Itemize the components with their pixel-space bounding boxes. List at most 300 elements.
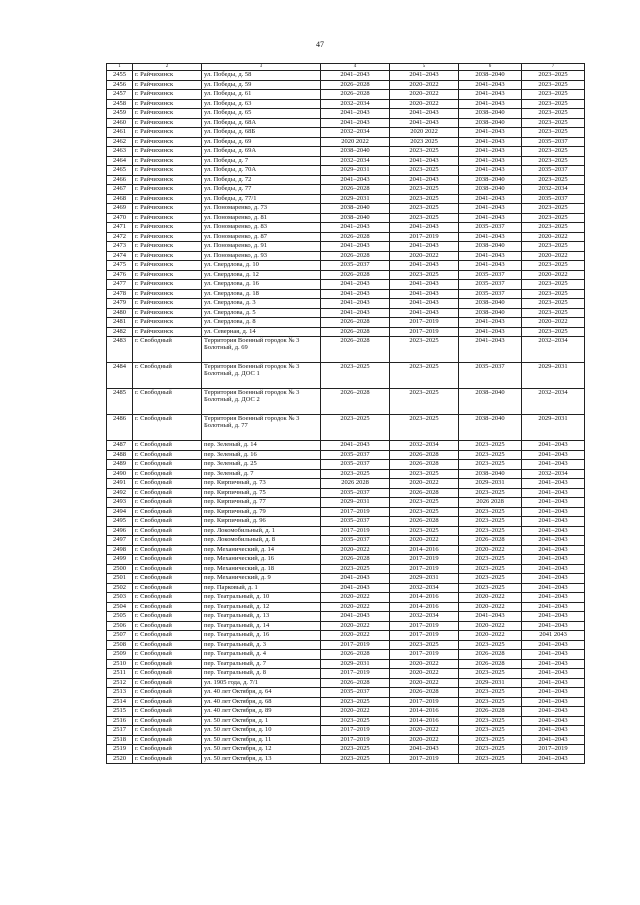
period-col-7-cell: 2020–2022 [522, 232, 585, 242]
settlement-cell: г. Свободный [133, 621, 202, 631]
register-table [106, 63, 585, 764]
period-col-6-cell: 2035–2037 [459, 363, 522, 389]
period-col-5-cell: 2020–2022 [390, 726, 459, 736]
settlement-cell: г. Свободный [133, 450, 202, 460]
period-col-7-cell: 2041–2043 [522, 621, 585, 631]
row-number-cell: 2511 [107, 669, 133, 679]
period-col-6-cell: 2020–2022 [459, 545, 522, 555]
period-col-4-cell: 2041–2043 [321, 441, 390, 451]
period-col-4-cell: 2035–2037 [321, 517, 390, 527]
period-col-4-cell: 2035–2037 [321, 688, 390, 698]
settlement-cell: г. Райчихинск [133, 118, 202, 128]
table-row [107, 545, 585, 555]
column-number-header: 6 [459, 64, 522, 71]
period-col-5-cell: 2041–2043 [390, 289, 459, 299]
period-col-5-cell: 2023–2025 [390, 204, 459, 214]
settlement-cell: г. Свободный [133, 678, 202, 688]
table-row [107, 99, 585, 109]
settlement-cell: г. Свободный [133, 688, 202, 698]
table-row [107, 80, 585, 90]
table-row [107, 650, 585, 660]
table-row [107, 716, 585, 726]
address-cell: ул. 50 лет Октября, д. 12 [202, 745, 321, 755]
period-col-7-cell: 2023–2025 [522, 280, 585, 290]
address-cell: ул. Победы, д. 70А [202, 166, 321, 176]
period-col-4-cell: 2023–2025 [321, 745, 390, 755]
period-col-7-cell: 2032–2034 [522, 185, 585, 195]
settlement-cell: г. Райчихинск [133, 280, 202, 290]
address-cell: ул. Победы, д. 68Б [202, 128, 321, 138]
table-row [107, 118, 585, 128]
period-col-7-cell: 2035–2037 [522, 166, 585, 176]
period-col-4-cell: 2041–2043 [321, 175, 390, 185]
row-number-cell: 2497 [107, 536, 133, 546]
settlement-cell: г. Свободный [133, 754, 202, 764]
settlement-cell: г. Свободный [133, 735, 202, 745]
period-col-6-cell: 2023–2025 [459, 640, 522, 650]
row-number-cell: 2505 [107, 612, 133, 622]
table-row [107, 194, 585, 204]
period-col-4-cell: 2041–2043 [321, 223, 390, 233]
period-col-5-cell: 2020–2022 [390, 80, 459, 90]
period-col-6-cell: 2023–2025 [459, 526, 522, 536]
period-col-4-cell: 2026–2028 [321, 185, 390, 195]
row-number-cell: 2510 [107, 659, 133, 669]
row-number-cell: 2472 [107, 232, 133, 242]
period-col-6-cell: 2023–2025 [459, 460, 522, 470]
period-col-6-cell: 2023–2025 [459, 583, 522, 593]
period-col-7-cell: 2023–2025 [522, 109, 585, 119]
period-col-7-cell: 2041–2043 [522, 460, 585, 470]
row-number-cell: 2485 [107, 389, 133, 415]
period-col-6-cell: 2023–2025 [459, 716, 522, 726]
table-row [107, 261, 585, 271]
period-col-6-cell: 2041–2043 [459, 318, 522, 328]
period-col-7-cell: 2041–2043 [522, 612, 585, 622]
period-col-5-cell: 2032–2034 [390, 441, 459, 451]
period-col-5-cell: 2041–2043 [390, 745, 459, 755]
period-col-5-cell: 2041–2043 [390, 118, 459, 128]
table-row [107, 363, 585, 389]
settlement-cell: г. Райчихинск [133, 175, 202, 185]
period-col-5-cell: 2041–2043 [390, 223, 459, 233]
address-cell: ул. Свердлова, д. 10 [202, 261, 321, 271]
settlement-cell: г. Свободный [133, 650, 202, 660]
period-col-4-cell: 2026–2028 [321, 327, 390, 337]
period-col-4-cell: 2029–2031 [321, 166, 390, 176]
period-col-6-cell: 2023–2025 [459, 726, 522, 736]
row-number-cell: 2494 [107, 507, 133, 517]
address-cell: ул. 40 лет Октября, д. 64 [202, 688, 321, 698]
period-col-6-cell: 2041–2043 [459, 156, 522, 166]
settlement-cell: г. Райчихинск [133, 204, 202, 214]
period-col-5-cell: 2041–2043 [390, 308, 459, 318]
period-col-5-cell: 2017–2019 [390, 650, 459, 660]
address-cell: ул. Победы, д. 72 [202, 175, 321, 185]
period-col-7-cell: 2023–2025 [522, 223, 585, 233]
period-col-7-cell: 2035–2037 [522, 194, 585, 204]
period-col-4-cell: 2023–2025 [321, 564, 390, 574]
settlement-cell: г. Райчихинск [133, 109, 202, 119]
address-cell: ул. Пономаренко, д. 87 [202, 232, 321, 242]
table-row [107, 204, 585, 214]
row-number-cell: 2457 [107, 90, 133, 100]
period-col-6-cell: 2023–2025 [459, 697, 522, 707]
address-cell: ул. Победы, д. 7 [202, 156, 321, 166]
period-col-6-cell: 2023–2025 [459, 754, 522, 764]
period-col-7-cell: 2041–2043 [522, 669, 585, 679]
row-number-cell: 2464 [107, 156, 133, 166]
period-col-5-cell: 2017–2019 [390, 631, 459, 641]
period-col-6-cell: 2035–2037 [459, 280, 522, 290]
row-number-cell: 2499 [107, 555, 133, 565]
period-col-5-cell: 2023–2025 [390, 507, 459, 517]
row-number-cell: 2475 [107, 261, 133, 271]
period-col-6-cell: 2023–2025 [459, 745, 522, 755]
period-col-7-cell: 2029–2031 [522, 415, 585, 441]
table-row [107, 726, 585, 736]
period-col-4-cell: 2017–2019 [321, 669, 390, 679]
table-row [107, 469, 585, 479]
row-number-cell: 2471 [107, 223, 133, 233]
period-col-6-cell: 2038–2040 [459, 109, 522, 119]
period-col-5-cell: 2020–2022 [390, 678, 459, 688]
period-col-4-cell: 2035–2037 [321, 488, 390, 498]
period-col-5-cell: 2017–2019 [390, 318, 459, 328]
period-col-6-cell: 2041–2043 [459, 137, 522, 147]
period-col-7-cell: 2032–2034 [522, 389, 585, 415]
period-col-7-cell: 2035–2037 [522, 137, 585, 147]
column-number-header: 7 [522, 64, 585, 71]
period-col-4-cell: 2020–2022 [321, 593, 390, 603]
settlement-cell: г. Райчихинск [133, 242, 202, 252]
period-col-7-cell: 2023–2025 [522, 175, 585, 185]
address-cell: пер. Механический, д. 9 [202, 574, 321, 584]
period-col-5-cell: 2041–2043 [390, 175, 459, 185]
row-number-cell: 2491 [107, 479, 133, 489]
period-col-7-cell: 2023–2025 [522, 147, 585, 157]
period-col-6-cell: 2038–2040 [459, 71, 522, 81]
period-col-7-cell: 2041–2043 [522, 726, 585, 736]
row-number-cell: 2458 [107, 99, 133, 109]
address-cell: ул. Северная, д. 14 [202, 327, 321, 337]
row-number-cell: 2496 [107, 526, 133, 536]
table-row [107, 147, 585, 157]
row-number-cell: 2456 [107, 80, 133, 90]
table-row [107, 479, 585, 489]
address-cell: ул. 50 лет Октября, д. 11 [202, 735, 321, 745]
address-cell: ул. 50 лет Октября, д. 13 [202, 754, 321, 764]
period-col-7-cell: 2029–2031 [522, 363, 585, 389]
period-col-7-cell: 2023–2025 [522, 308, 585, 318]
period-col-6-cell: 2038–2040 [459, 308, 522, 318]
table-row [107, 583, 585, 593]
period-col-6-cell: 2023–2025 [459, 564, 522, 574]
period-col-4-cell: 2041–2043 [321, 612, 390, 622]
period-col-4-cell: 2041–2043 [321, 109, 390, 119]
row-number-cell: 2455 [107, 71, 133, 81]
period-col-4-cell: 2017–2019 [321, 735, 390, 745]
period-col-5-cell: 2017–2019 [390, 232, 459, 242]
row-number-cell: 2483 [107, 337, 133, 363]
period-col-5-cell: 2023–2025 [390, 147, 459, 157]
settlement-cell: г. Свободный [133, 555, 202, 565]
period-col-4-cell: 2023–2025 [321, 716, 390, 726]
period-col-5-cell: 2041–2043 [390, 109, 459, 119]
period-col-5-cell: 2041–2043 [390, 280, 459, 290]
table-row [107, 688, 585, 698]
address-cell: пер. Театральный, д. 12 [202, 602, 321, 612]
period-col-4-cell: 2038–2040 [321, 213, 390, 223]
row-number-cell: 2489 [107, 460, 133, 470]
period-col-4-cell: 2023–2025 [321, 415, 390, 441]
address-cell: ул. Пономаренко, д. 91 [202, 242, 321, 252]
period-col-6-cell: 2023–2025 [459, 507, 522, 517]
row-number-cell: 2461 [107, 128, 133, 138]
row-number-cell: 2518 [107, 735, 133, 745]
row-number-cell: 2484 [107, 363, 133, 389]
period-col-7-cell: 2041–2043 [522, 716, 585, 726]
period-col-7-cell: 2041–2043 [522, 450, 585, 460]
row-number-cell: 2478 [107, 289, 133, 299]
settlement-cell: г. Свободный [133, 745, 202, 755]
period-col-4-cell: 2017–2019 [321, 507, 390, 517]
period-col-5-cell: 2041–2043 [390, 71, 459, 81]
period-col-7-cell: 2023–2025 [522, 204, 585, 214]
address-cell: Территория Военный городок № 3 Болотный, д. 77 [202, 415, 321, 441]
period-col-4-cell: 2026–2028 [321, 678, 390, 688]
page-number: 47 [316, 40, 324, 49]
period-col-4-cell: 2035–2037 [321, 261, 390, 271]
row-number-cell: 2481 [107, 318, 133, 328]
settlement-cell: г. Свободный [133, 337, 202, 363]
period-col-4-cell: 2020 2022 [321, 137, 390, 147]
row-number-cell: 2507 [107, 631, 133, 641]
period-col-7-cell: 2017–2019 [522, 745, 585, 755]
address-cell: ул. Победы, д. 65 [202, 109, 321, 119]
address-cell: ул. Победы, д. 77/1 [202, 194, 321, 204]
address-cell: пер. Театральный, д. 8 [202, 669, 321, 679]
settlement-cell: г. Свободный [133, 441, 202, 451]
period-col-7-cell: 2023–2025 [522, 242, 585, 252]
column-number-header: 5 [390, 64, 459, 71]
address-cell: пер. Зеленый, д. 16 [202, 450, 321, 460]
period-col-6-cell: 2023–2025 [459, 574, 522, 584]
period-col-7-cell: 2023–2025 [522, 213, 585, 223]
period-col-7-cell: 2041–2043 [522, 583, 585, 593]
period-col-6-cell: 2041–2043 [459, 166, 522, 176]
period-col-6-cell: 2020–2022 [459, 631, 522, 641]
period-col-4-cell: 2020–2022 [321, 631, 390, 641]
period-col-6-cell: 2020–2022 [459, 602, 522, 612]
row-number-cell: 2473 [107, 242, 133, 252]
period-col-4-cell: 2023–2025 [321, 363, 390, 389]
table-row [107, 669, 585, 679]
settlement-cell: г. Райчихинск [133, 308, 202, 318]
settlement-cell: г. Свободный [133, 716, 202, 726]
period-col-6-cell: 2023–2025 [459, 669, 522, 679]
period-col-7-cell: 2023–2025 [522, 156, 585, 166]
table-row [107, 659, 585, 669]
settlement-cell: г. Свободный [133, 697, 202, 707]
settlement-cell: г. Свободный [133, 415, 202, 441]
period-col-7-cell: 2041–2043 [522, 498, 585, 508]
period-col-4-cell: 2029–2031 [321, 659, 390, 669]
period-col-5-cell: 2017–2019 [390, 754, 459, 764]
period-col-6-cell: 2029–2031 [459, 678, 522, 688]
period-col-6-cell: 2038–2040 [459, 175, 522, 185]
period-col-7-cell: 2041–2043 [522, 517, 585, 527]
period-col-7-cell: 2041–2043 [522, 640, 585, 650]
period-col-6-cell: 2041–2043 [459, 204, 522, 214]
period-col-6-cell: 2038–2040 [459, 185, 522, 195]
period-col-5-cell: 2032–2034 [390, 612, 459, 622]
settlement-cell: г. Райчихинск [133, 166, 202, 176]
row-number-cell: 2476 [107, 270, 133, 280]
period-col-7-cell: 2023–2025 [522, 128, 585, 138]
period-col-4-cell: 2041–2043 [321, 71, 390, 81]
period-col-6-cell: 2023–2025 [459, 517, 522, 527]
address-cell: пер. Кирпичный, д. 73 [202, 479, 321, 489]
period-col-4-cell: 2029–2031 [321, 498, 390, 508]
address-cell: пер. Театральный, д. 10 [202, 593, 321, 603]
address-cell: пер. Парковый, д. 1 [202, 583, 321, 593]
row-number-cell: 2500 [107, 564, 133, 574]
row-number-cell: 2512 [107, 678, 133, 688]
period-col-6-cell: 2029–2031 [459, 479, 522, 489]
table-row [107, 498, 585, 508]
address-cell: ул. Победы, д. 61 [202, 90, 321, 100]
period-col-7-cell: 2041–2043 [522, 526, 585, 536]
period-col-6-cell: 2026–2028 [459, 650, 522, 660]
row-number-cell: 2501 [107, 574, 133, 584]
period-col-5-cell: 2041–2043 [390, 261, 459, 271]
period-col-5-cell: 2014–2016 [390, 716, 459, 726]
table-row [107, 574, 585, 584]
table-row [107, 90, 585, 100]
period-col-4-cell: 2041–2043 [321, 242, 390, 252]
period-col-6-cell: 2041–2043 [459, 251, 522, 261]
period-col-5-cell: 2023–2025 [390, 469, 459, 479]
period-col-7-cell: 2023–2025 [522, 261, 585, 271]
settlement-cell: г. Райчихинск [133, 261, 202, 271]
settlement-cell: г. Свободный [133, 583, 202, 593]
period-col-7-cell: 2023–2025 [522, 118, 585, 128]
table-body [107, 71, 585, 764]
settlement-cell: г. Свободный [133, 498, 202, 508]
address-cell: ул. 40 лет Октября, д. 89 [202, 707, 321, 717]
period-col-6-cell: 2038–2040 [459, 299, 522, 309]
period-col-6-cell: 2041–2043 [459, 612, 522, 622]
row-number-cell: 2463 [107, 147, 133, 157]
settlement-cell: г. Райчихинск [133, 156, 202, 166]
address-cell: ул. Свердлова, д. 8 [202, 318, 321, 328]
period-col-5-cell: 2023–2025 [390, 213, 459, 223]
table-row [107, 631, 585, 641]
settlement-cell: г. Райчихинск [133, 99, 202, 109]
table-row [107, 555, 585, 565]
period-col-6-cell: 2023–2025 [459, 555, 522, 565]
period-col-7-cell: 2041–2043 [522, 659, 585, 669]
settlement-cell: г. Райчихинск [133, 327, 202, 337]
period-col-6-cell: 2041–2043 [459, 80, 522, 90]
settlement-cell: г. Свободный [133, 479, 202, 489]
settlement-cell: г. Райчихинск [133, 71, 202, 81]
address-cell: пер. Механический, д. 18 [202, 564, 321, 574]
period-col-5-cell: 2023–2025 [390, 194, 459, 204]
period-col-7-cell: 2041–2043 [522, 650, 585, 660]
period-col-4-cell: 2026–2028 [321, 80, 390, 90]
address-cell: Территория Военный городок № 3 Болотный, д. ДОС 1 [202, 363, 321, 389]
period-col-4-cell: 2035–2037 [321, 460, 390, 470]
period-col-7-cell: 2041–2043 [522, 697, 585, 707]
period-col-7-cell: 2041–2043 [522, 602, 585, 612]
table-row [107, 536, 585, 546]
table-row [107, 109, 585, 119]
period-col-4-cell: 2020–2022 [321, 602, 390, 612]
period-col-4-cell: 2041–2043 [321, 289, 390, 299]
table-row [107, 137, 585, 147]
row-number-cell: 2515 [107, 707, 133, 717]
period-col-5-cell: 2023–2025 [390, 337, 459, 363]
table-row [107, 678, 585, 688]
period-col-6-cell: 2041–2043 [459, 232, 522, 242]
settlement-cell: г. Райчихинск [133, 318, 202, 328]
table-row [107, 299, 585, 309]
period-col-5-cell: 2017–2019 [390, 327, 459, 337]
row-number-cell: 2504 [107, 602, 133, 612]
table-row [107, 640, 585, 650]
period-col-6-cell: 2020–2022 [459, 621, 522, 631]
period-col-7-cell: 2041–2043 [522, 564, 585, 574]
address-cell: пер. Кирпичный, д. 96 [202, 517, 321, 527]
period-col-6-cell: 2041–2043 [459, 147, 522, 157]
period-col-6-cell: 2026–2028 [459, 707, 522, 717]
row-number-cell: 2468 [107, 194, 133, 204]
table-row [107, 318, 585, 328]
period-col-4-cell: 2017–2019 [321, 640, 390, 650]
row-number-cell: 2459 [107, 109, 133, 119]
column-number-header: 4 [321, 64, 390, 71]
table-row [107, 460, 585, 470]
table-row [107, 441, 585, 451]
period-col-5-cell: 2020–2022 [390, 669, 459, 679]
period-col-7-cell: 2020–2022 [522, 318, 585, 328]
period-col-5-cell: 2032–2034 [390, 583, 459, 593]
table-row [107, 156, 585, 166]
period-col-5-cell: 2017–2019 [390, 564, 459, 574]
period-col-7-cell: 2041 2043 [522, 631, 585, 641]
period-col-5-cell: 2041–2043 [390, 156, 459, 166]
period-col-4-cell: 2026–2028 [321, 90, 390, 100]
period-col-7-cell: 2041–2043 [522, 555, 585, 565]
table-row [107, 270, 585, 280]
settlement-cell: г. Свободный [133, 707, 202, 717]
row-number-cell: 2516 [107, 716, 133, 726]
table-row [107, 71, 585, 81]
period-col-5-cell: 2020–2022 [390, 479, 459, 489]
address-cell: пер. Театральный, д. 7 [202, 659, 321, 669]
address-cell: ул. Свердлова, д. 3 [202, 299, 321, 309]
settlement-cell: г. Свободный [133, 726, 202, 736]
table-row [107, 337, 585, 363]
address-cell: Территория Военный городок № 3 Болотный, д. ДОС 2 [202, 389, 321, 415]
settlement-cell: г. Райчихинск [133, 90, 202, 100]
row-number-cell: 2519 [107, 745, 133, 755]
period-col-6-cell: 2038–2040 [459, 415, 522, 441]
period-col-7-cell: 2023–2025 [522, 80, 585, 90]
period-col-4-cell: 2041–2043 [321, 118, 390, 128]
